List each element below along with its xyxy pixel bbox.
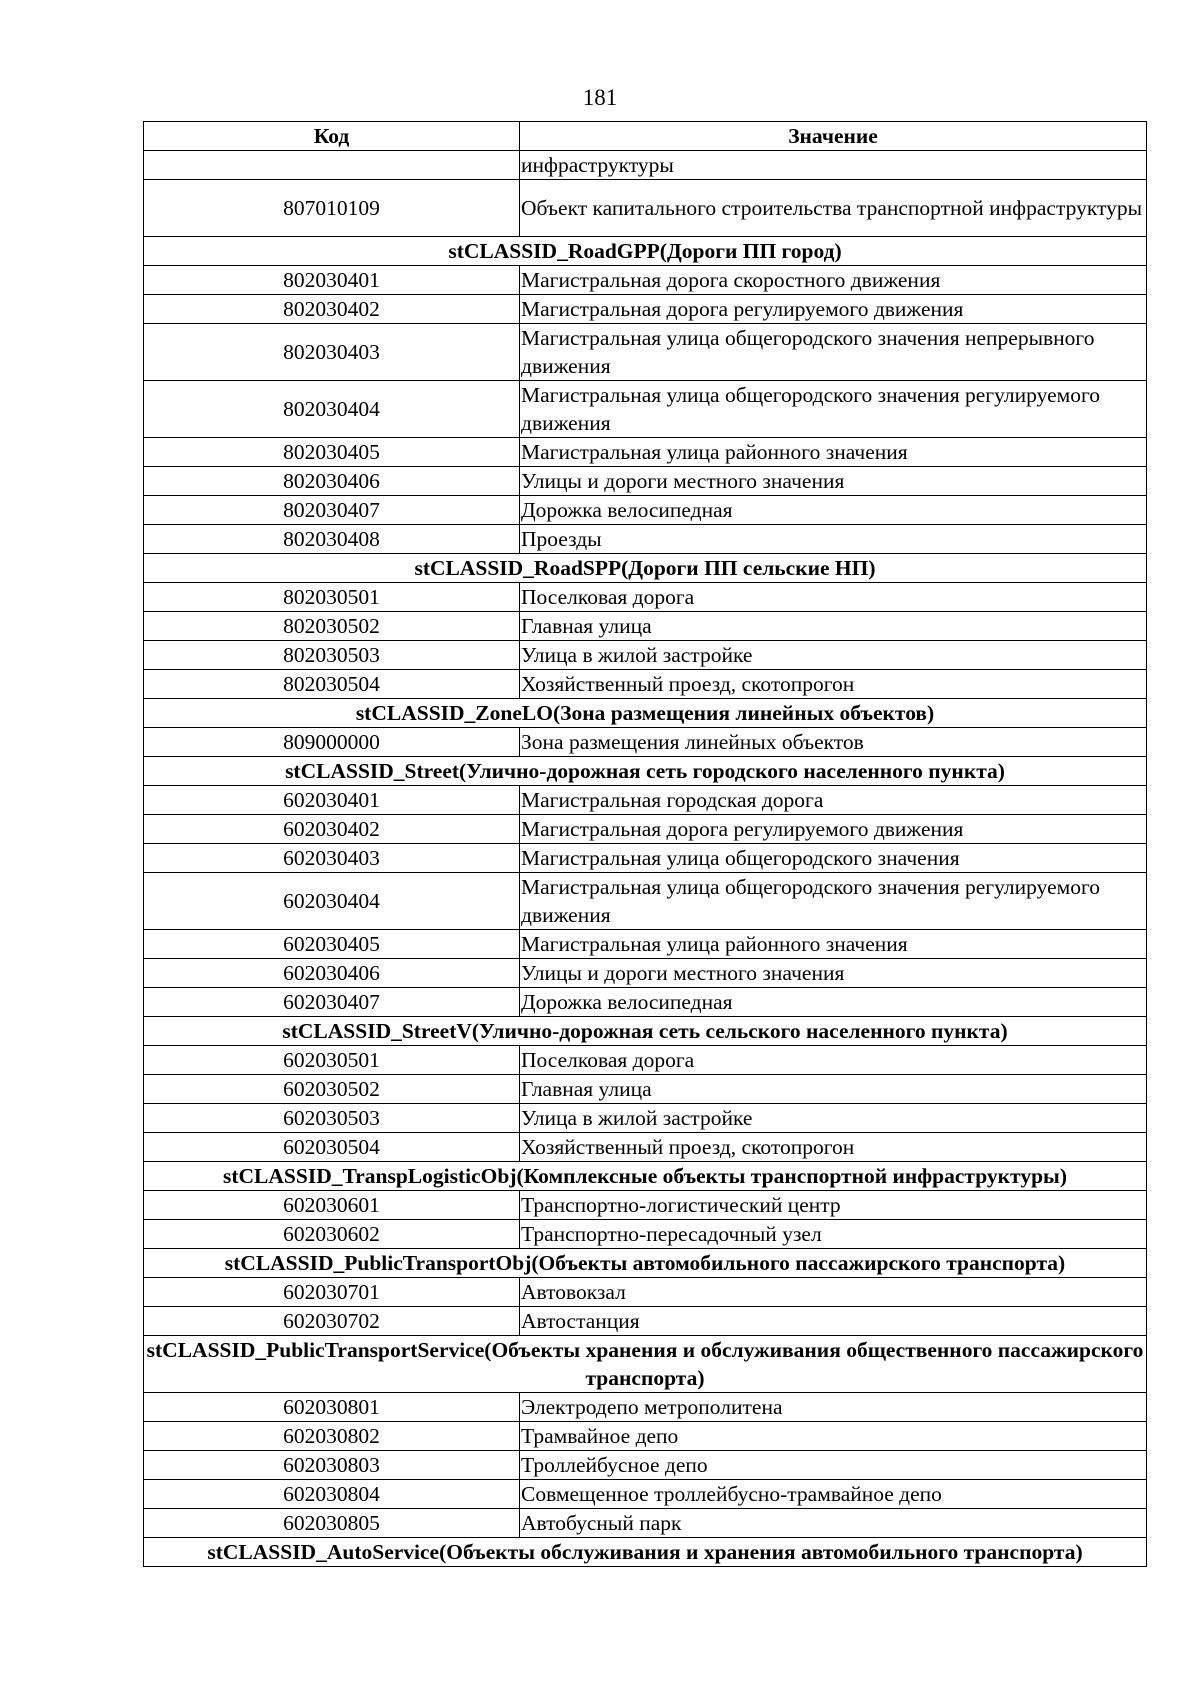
table-row: [144, 670, 1147, 699]
code-cell: 602030402: [144, 815, 520, 844]
value-cell: Транспортно-пересадочный узел: [520, 1220, 1147, 1249]
section-row: [144, 699, 1147, 728]
value-cell: Улицы и дороги местного значения: [520, 467, 1147, 496]
table-row: [144, 295, 1147, 324]
table-row: [144, 1075, 1147, 1104]
table-row: [144, 1451, 1147, 1480]
code-cell: 602030601: [144, 1191, 520, 1220]
value-cell: Магистральная улица общегородского значения: [520, 844, 1147, 873]
table-row: [144, 1104, 1147, 1133]
value-cell: Магистральная улица районного значения: [520, 930, 1147, 959]
table-row: [144, 583, 1147, 612]
value-cell: Улица в жилой застройке: [520, 641, 1147, 670]
page-number: 181: [582, 85, 618, 110]
table-row: [144, 381, 1147, 438]
column-header-code: Код: [144, 122, 520, 151]
code-cell: 802030402: [144, 295, 520, 324]
table-row: [144, 1509, 1147, 1538]
section-title: stCLASSID_AutoService(Объекты обслуживания и хранения автомобильного транспорта): [144, 1538, 1147, 1567]
value-cell: Дорожка велосипедная: [520, 988, 1147, 1017]
table-row: [144, 612, 1147, 641]
value-cell: Автобусный парк: [520, 1509, 1147, 1538]
table-row: [144, 467, 1147, 496]
column-header-value: Значение: [520, 122, 1147, 151]
value-cell: Хозяйственный проезд, скотопрогон: [520, 670, 1147, 699]
code-cell: 802030403: [144, 324, 520, 381]
code-cell: 802030408: [144, 525, 520, 554]
code-cell: 802030501: [144, 583, 520, 612]
table-row: [144, 151, 1147, 180]
section-row: [144, 1249, 1147, 1278]
section-title: stCLASSID_Street(Улично-дорожная сеть городского населенного пункта): [144, 757, 1147, 786]
section-title: stCLASSID_RoadGPP(Дороги ПП город): [144, 237, 1147, 266]
value-cell: Дорожка велосипедная: [520, 496, 1147, 525]
code-cell: 602030803: [144, 1451, 520, 1480]
value-cell: Главная улица: [520, 612, 1147, 641]
value-cell: Магистральная дорога регулируемого движения: [520, 815, 1147, 844]
code-cell: 602030503: [144, 1104, 520, 1133]
code-cell: 602030802: [144, 1422, 520, 1451]
value-cell: Автовокзал: [520, 1278, 1147, 1307]
section-row: [144, 1162, 1147, 1191]
value-cell: Улицы и дороги местного значения: [520, 959, 1147, 988]
table-row: [144, 1191, 1147, 1220]
code-cell: 802030406: [144, 467, 520, 496]
table-row: [144, 1393, 1147, 1422]
code-cell: 602030406: [144, 959, 520, 988]
value-cell: Поселковая дорога: [520, 1046, 1147, 1075]
table-row: [144, 525, 1147, 554]
value-cell: Зона размещения линейных объектов: [520, 728, 1147, 757]
table-row: [144, 180, 1147, 237]
value-cell: Улица в жилой застройке: [520, 1104, 1147, 1133]
value-cell: Главная улица: [520, 1075, 1147, 1104]
table-row: [144, 728, 1147, 757]
section-row: [144, 554, 1147, 583]
table-row: [144, 438, 1147, 467]
table-row: [144, 266, 1147, 295]
section-title: stCLASSID_TranspLogisticObj(Комплексные объекты транспортной инфраструктуры): [144, 1162, 1147, 1191]
section-row: [144, 237, 1147, 266]
table-row: [144, 1480, 1147, 1509]
code-cell: 602030702: [144, 1307, 520, 1336]
code-cell: 802030404: [144, 381, 520, 438]
table-row: [144, 930, 1147, 959]
section-title: stCLASSID_PublicTransportService(Объекты хранения и обслуживания общественного пассажирского транспорта): [144, 1336, 1147, 1393]
code-cell: 602030405: [144, 930, 520, 959]
code-cell: 602030407: [144, 988, 520, 1017]
code-cell: 602030804: [144, 1480, 520, 1509]
code-cell: 602030401: [144, 786, 520, 815]
section-title: stCLASSID_PublicTransportObj(Объекты автомобильного пассажирского транспорта): [144, 1249, 1147, 1278]
value-cell: Поселковая дорога: [520, 583, 1147, 612]
code-cell: [144, 151, 520, 180]
code-cell: 602030504: [144, 1133, 520, 1162]
code-cell: 802030502: [144, 612, 520, 641]
value-cell: инфраструктуры: [520, 151, 1147, 180]
value-cell: Троллейбусное депо: [520, 1451, 1147, 1480]
section-title: stCLASSID_ZoneLO(Зона размещения линейных объектов): [144, 699, 1147, 728]
code-cell: 602030403: [144, 844, 520, 873]
code-cell: 602030501: [144, 1046, 520, 1075]
table-row: [144, 873, 1147, 930]
table-row: [144, 1046, 1147, 1075]
code-cell: 602030602: [144, 1220, 520, 1249]
value-cell: Хозяйственный проезд, скотопрогон: [520, 1133, 1147, 1162]
value-cell: Электродепо метрополитена: [520, 1393, 1147, 1422]
table-row: [144, 959, 1147, 988]
code-cell: 807010109: [144, 180, 520, 237]
code-cell: 602030404: [144, 873, 520, 930]
value-cell: Магистральная дорога скоростного движения: [520, 266, 1147, 295]
value-cell: Совмещенное троллейбусно-трамвайное депо: [520, 1480, 1147, 1509]
code-cell: 802030504: [144, 670, 520, 699]
table-body: [144, 151, 1147, 1567]
value-cell: Магистральная улица общегородского значения непрерывного движения: [520, 324, 1147, 381]
table-row: [144, 844, 1147, 873]
classifier-table: [143, 121, 1147, 1567]
table-row: [144, 324, 1147, 381]
value-cell: Автостанция: [520, 1307, 1147, 1336]
value-cell: Трамвайное депо: [520, 1422, 1147, 1451]
table-row: [144, 1220, 1147, 1249]
code-cell: 802030405: [144, 438, 520, 467]
table-row: [144, 496, 1147, 525]
value-cell: Транспортно-логистический центр: [520, 1191, 1147, 1220]
section-title: stCLASSID_RoadSPP(Дороги ПП сельские НП): [144, 554, 1147, 583]
value-cell: Объект капитального строительства транспортной инфраструктуры: [520, 180, 1147, 237]
table-row: [144, 786, 1147, 815]
section-row: [144, 1017, 1147, 1046]
code-cell: 602030701: [144, 1278, 520, 1307]
value-cell: Магистральная улица общегородского значения регулируемого движения: [520, 381, 1147, 438]
table-row: [144, 988, 1147, 1017]
section-row: [144, 1336, 1147, 1393]
section-row: [144, 757, 1147, 786]
table-row: [144, 1422, 1147, 1451]
value-cell: Магистральная дорога регулируемого движения: [520, 295, 1147, 324]
code-cell: 602030801: [144, 1393, 520, 1422]
code-cell: 602030805: [144, 1509, 520, 1538]
code-cell: 802030401: [144, 266, 520, 295]
section-title: stCLASSID_StreetV(Улично-дорожная сеть сельского населенного пункта): [144, 1017, 1147, 1046]
value-cell: Магистральная улица районного значения: [520, 438, 1147, 467]
table-row: [144, 1133, 1147, 1162]
code-cell: 802030407: [144, 496, 520, 525]
table-header-row: [144, 122, 1147, 151]
code-cell: 802030503: [144, 641, 520, 670]
value-cell: Магистральная городская дорога: [520, 786, 1147, 815]
table-row: [144, 641, 1147, 670]
table-row: [144, 1307, 1147, 1336]
code-cell: 809000000: [144, 728, 520, 757]
value-cell: Проезды: [520, 525, 1147, 554]
table-row: [144, 815, 1147, 844]
section-row: [144, 1538, 1147, 1567]
code-cell: 602030502: [144, 1075, 520, 1104]
table-row: [144, 1278, 1147, 1307]
value-cell: Магистральная улица общегородского значения регулируемого движения: [520, 873, 1147, 930]
